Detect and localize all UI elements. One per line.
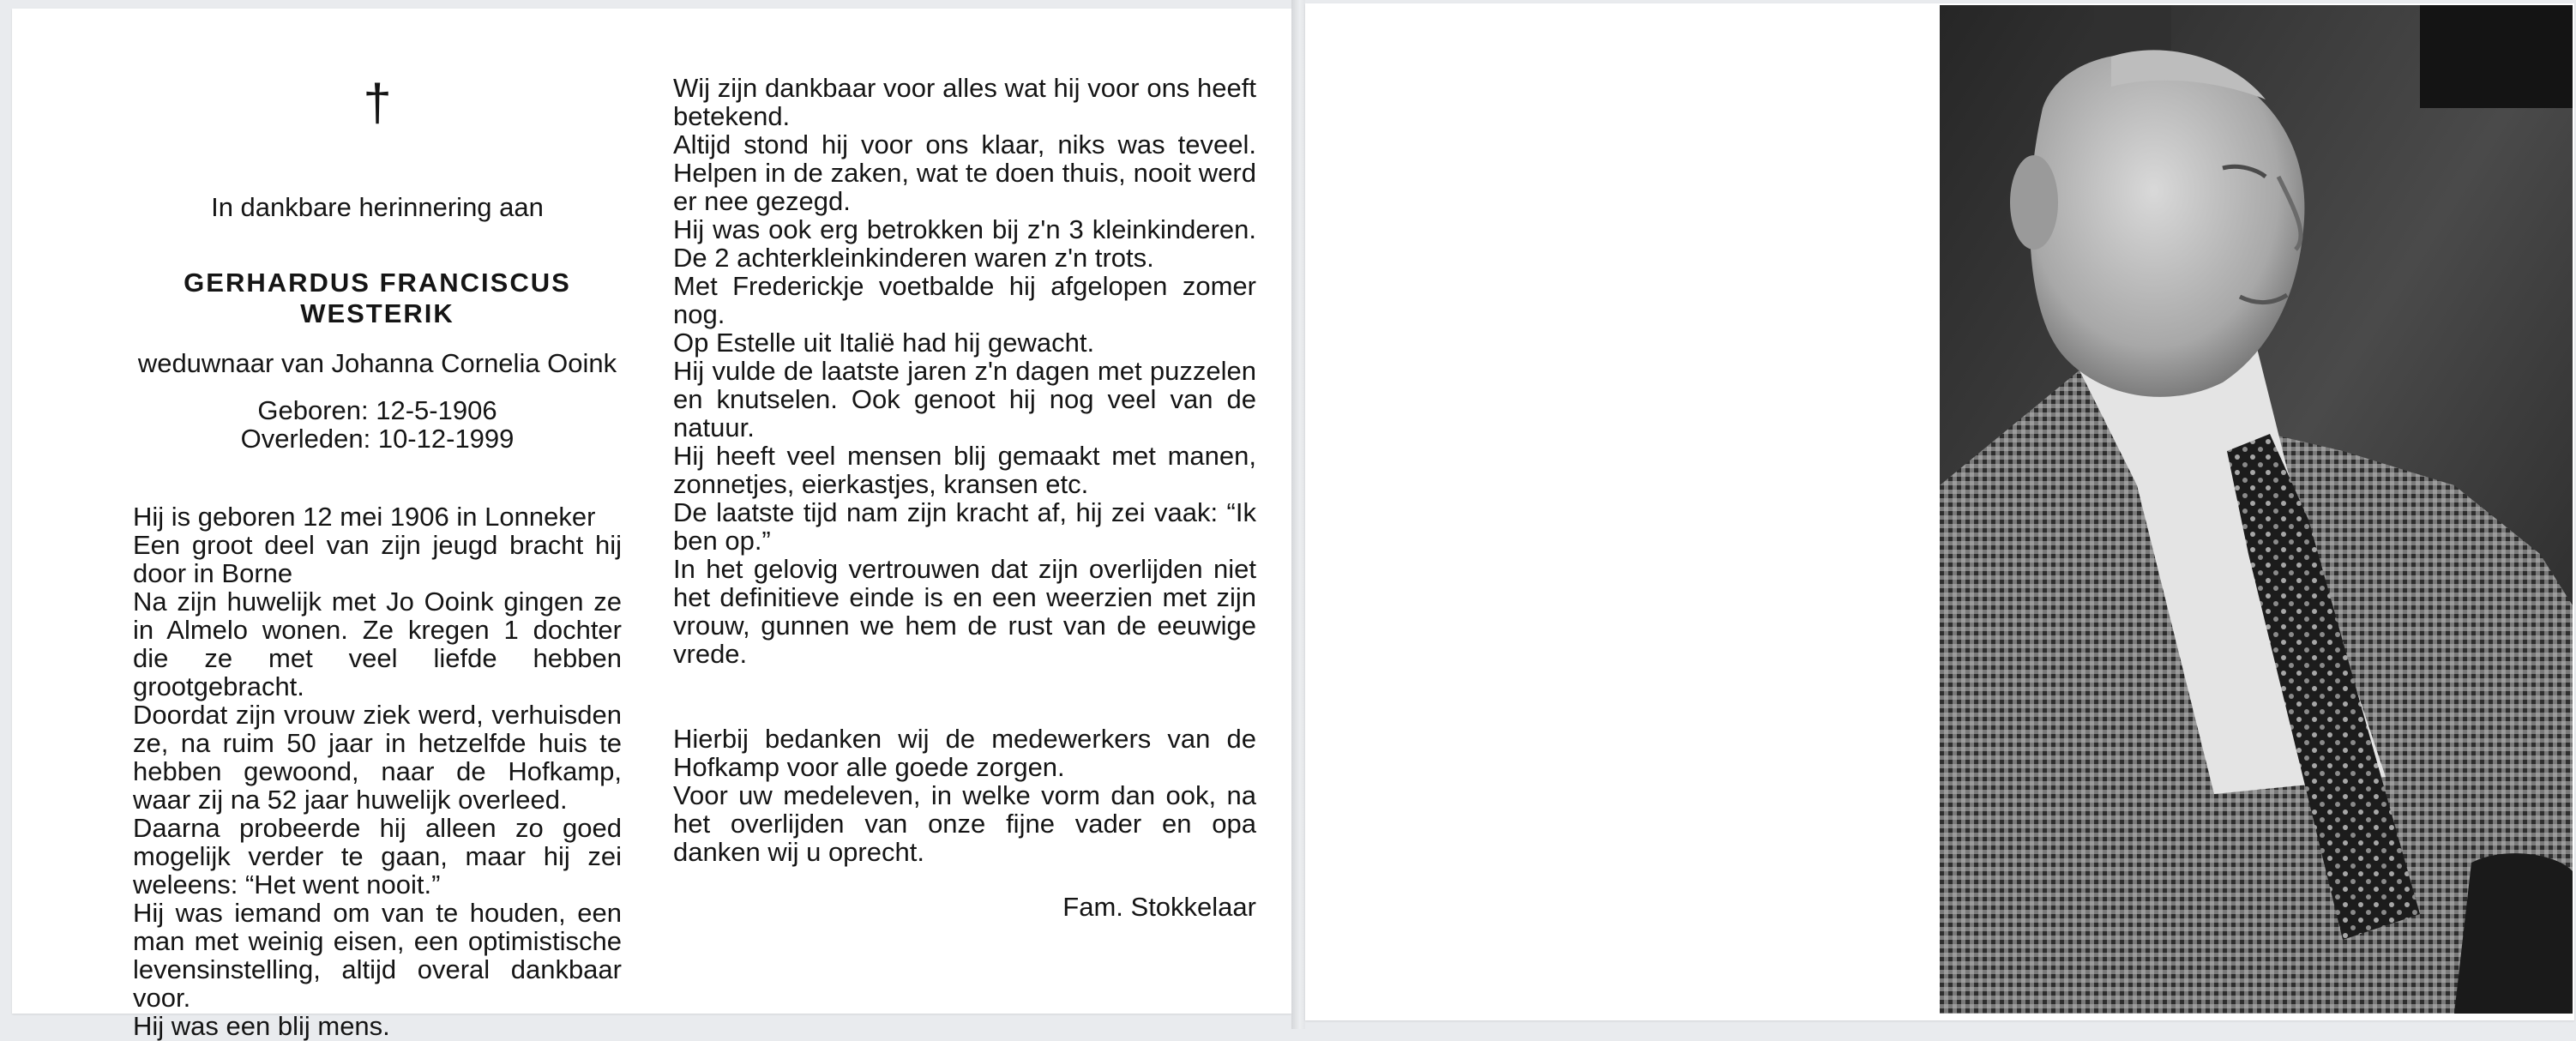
bio-paragraph: Hij was iemand om van te houden, een man met weinig eisen, een optimistische levensinstelling, altijd overal dankbaar voor.	[133, 898, 622, 1013]
memory-paragraph: Altijd stond hij voor ons klaar, niks was teveel. Helpen in de zaken, wat te doen thuis, nooit werd er nee gezegd.	[673, 129, 1256, 216]
bio-paragraph: Daarna probeerde hij alleen zo goed mogelijk verder te gaan, maar hij zei weleens: “Het went nooit.”	[133, 813, 622, 900]
family-signature: Fam. Stokkelaar	[1062, 892, 1256, 922]
photo-ear	[2010, 155, 2058, 250]
thanks-text	[673, 725, 1256, 866]
life-dates	[133, 396, 622, 453]
memory-paragraph: Hij was ook erg betrokken bij z'n 3 kleinkinderen. De 2 achterkleinkinderen waren z'n trots.	[673, 214, 1256, 273]
memory-paragraph: Wij zijn dankbaar voor alles wat hij voor ons heeft betekend.	[673, 73, 1256, 131]
card-gap	[1291, 0, 1305, 1029]
photo-window-frame	[2420, 5, 2573, 108]
photo-chair	[2454, 853, 2573, 1014]
memory-paragraph: In het gelovig vertrouwen dat zijn overlijden niet het definitieve einde is en een weerzien met zijn vrouw, gunnen we hem de rust van de eeuwige vrede.	[673, 554, 1256, 669]
memory-paragraph: Hij heeft veel mensen blij gemaakt met manen, zonnetjes, eierkastjes, kransen etc.	[673, 441, 1256, 499]
memories-column	[673, 74, 1256, 923]
portrait-photo	[1940, 5, 2573, 1014]
thanks-paragraph: Voor uw medeleven, in welke vorm dan ook, na het overlijden van onze fijne vader en opa danken wij u oprecht.	[673, 780, 1256, 867]
obituary-header-column	[133, 69, 622, 1040]
portrait-photo-icon	[1940, 5, 2573, 1014]
birth-date: Geboren: 12-5-1906	[257, 395, 497, 425]
memories-text	[673, 74, 1256, 668]
memory-paragraph: Hij vulde de laatste jaren z'n dagen met puzzelen en knutselen. Ook genoot hij nog veel van de natuur.	[673, 356, 1256, 442]
bio-paragraph: Hij is geboren 12 mei 1906 in Lonneker	[133, 502, 596, 532]
intro-text: In dankbare herinnering aan	[211, 192, 544, 222]
bio-paragraph: Doordat zijn vrouw ziek werd, verhuisden ze, na ruim 50 jaar in hetzelfde huis te hebben gewoond, naar de Hofkamp, waar zij na 52 jaar huwelijk overleed.	[133, 700, 622, 815]
bio-paragraph: Na zijn huwelijk met Jo Ooink gingen ze in Almelo wonen. Ze kregen 1 dochter die ze met veel liefde hebben grootgebracht.	[133, 587, 622, 701]
spacer	[673, 668, 1256, 725]
deceased-name: GERHARDUS FRANCISCUS WESTERIK	[184, 268, 571, 328]
bio-paragraph: Hij was een blij mens.	[133, 1011, 390, 1041]
thanks-paragraph: Hierbij bedanken wij de medewerkers van de Hofkamp voor alle goede zorgen.	[673, 724, 1256, 782]
memory-paragraph: Op Estelle uit Italië had hij gewacht.	[673, 328, 1095, 358]
memory-paragraph: De laatste tijd nam zijn kracht af, hij zei vaak: “Ik ben op.”	[673, 497, 1256, 556]
widow-of-text: weduwnaar van Johanna Cornelia Ooink	[137, 348, 617, 378]
memory-paragraph: Met Frederickje voetbalde hij afgelopen zomer nog.	[673, 271, 1256, 329]
bio-paragraph: Een groot deel van zijn jeugd bracht hij door in Borne	[133, 530, 622, 588]
cross-icon: †	[363, 74, 392, 131]
biography	[133, 502, 622, 1040]
death-date: Overleden: 10-12-1999	[240, 424, 515, 454]
